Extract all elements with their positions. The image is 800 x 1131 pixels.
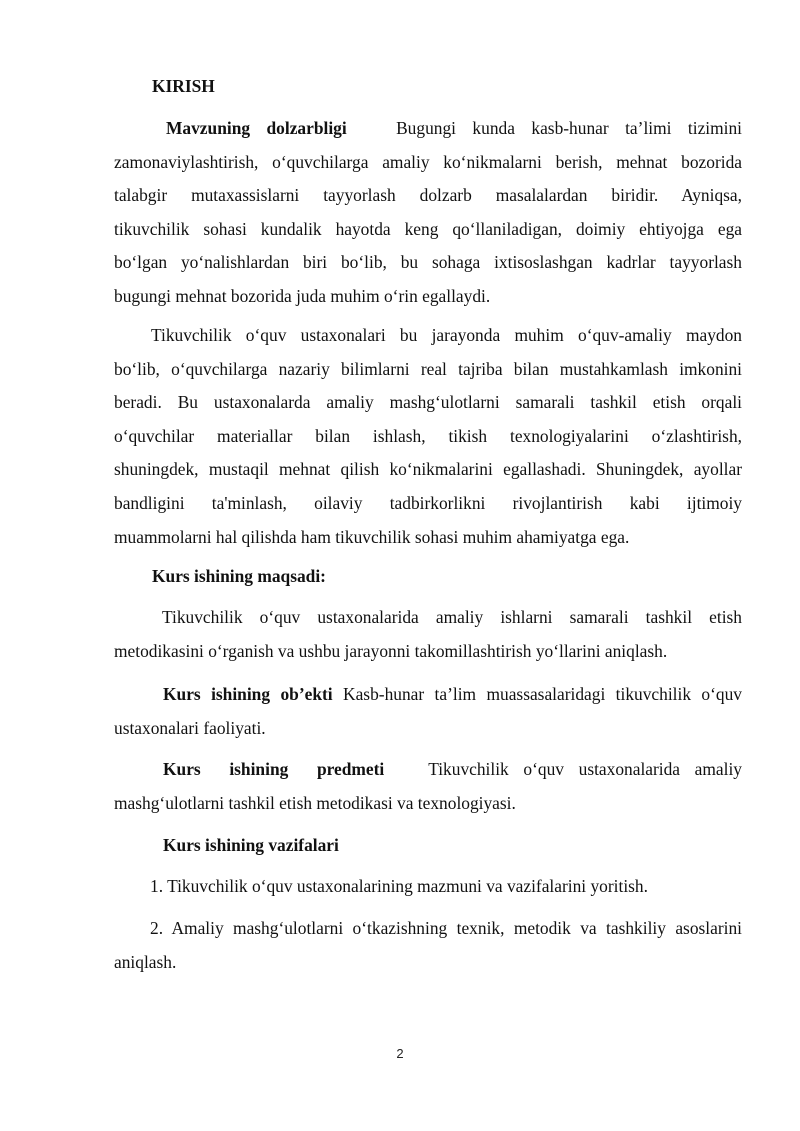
p2-line-4: o‘quvchilar materiallar bilan ishlash, tikish texnologiyalarini o‘zlashtirish, (114, 425, 742, 446)
predmet-lead: Kurs ishining predmeti (163, 759, 385, 779)
vazifalar-heading (163, 829, 563, 863)
obekt-line-1 (114, 678, 742, 712)
maqsad-line-2: metodikasini o‘rganish va ushbu jarayonni takomillashtirish yo‘llarini aniqlash. (114, 640, 668, 661)
p1-line-2: zamonaviylashtirish, o‘quvchilarga amaliy ko‘nikmalarni berish, mehnat bozorida (114, 151, 742, 172)
p1-line-3: talabgir mutaxassislarni tayyorlash dolzarb masalalardan biridir. Ayniqsa, (114, 185, 742, 206)
p2-line-2: bo‘lib, o‘quvchilarga nazariy bilimlarni real tajriba bilan mustahkamlash imkonini (114, 358, 742, 379)
page-number: 2 (396, 1046, 404, 1061)
p2-line-3: beradi. Bu ustaxonalarda amaliy mashg‘ulotlarni samarali tashkil etish orqali (114, 392, 742, 413)
p1-lead: Mavzuning dolzarbligi (166, 118, 347, 138)
maqsad-heading (152, 560, 552, 594)
vazifa-item-1-text: 1. Tikuvchilik o‘quv ustaxonalarining mazmuni va vazifalarini yoritish. (150, 876, 648, 896)
p2-line-5: shuningdek, mustaqil mehnat qilish ko‘nikmalarini egallashadi. Shuningdek, ayollar (114, 459, 742, 480)
vazifa-item-1 (150, 870, 750, 904)
p1-text: Bugungi kunda kasb-hunar ta’limi tizimini (396, 118, 743, 138)
p2-line-1: Tikuvchilik o‘quv ustaxonalari bu jarayonda muhim o‘quv-amaliy maydon (151, 325, 742, 345)
predmet-paragraph (114, 753, 742, 820)
predmet-line-2: mashg‘ulotlarni tashkil etish metodikasi va texnologiyasi. (114, 792, 516, 813)
p1-line-6: bugungi mehnat bozorida juda muhim o‘rin egallaydi. (114, 285, 491, 306)
p2-line-6: bandligini ta'minlash, oilaviy tadbirkorlikni rivojlantirish kabi ijtimoiy (114, 492, 742, 513)
vazifalar-heading-text: Kurs ishining vazifalari (163, 835, 339, 855)
page-heading (152, 70, 452, 104)
obekt-lead: Kurs ishining ob’ekti (163, 684, 333, 704)
obekt-text: Kasb-hunar ta’lim muassasalaridagi tikuvchilik o‘quv (343, 684, 742, 704)
vazifa-item-2 (114, 912, 742, 979)
p2-line-7: muammolarni hal qilishda ham tikuvchilik sohasi muhim ahamiyatga ega. (114, 526, 630, 547)
predmet-line-1 (114, 753, 742, 787)
p1-line-1 (114, 112, 742, 146)
maqsad-heading-text: Kurs ishining maqsadi: (152, 566, 326, 586)
p1-line-4: tikuvchilik sohasi kundalik hayotda keng qo‘llaniladigan, doimiy ehtiyojga ega (114, 218, 742, 239)
predmet-text: Tikuvchilik o‘quv ustaxonalarida amaliy (428, 759, 742, 779)
paragraph-ustaxonalar (114, 319, 742, 554)
maqsad-paragraph (114, 601, 742, 668)
paragraph-dolzarblik (114, 112, 742, 314)
vazifa-item-2-line-1: 2. Amaliy mashg‘ulotlarni o‘tkazishning texnik, metodik va tashkiliy asoslarini (150, 918, 742, 938)
heading-text: KIRISH (152, 76, 215, 96)
obekt-line-2: ustaxonalari faoliyati. (114, 717, 266, 738)
obekt-paragraph (114, 678, 742, 745)
maqsad-line-1: Tikuvchilik o‘quv ustaxonalarida amaliy ishlarni samarali tashkil etish (162, 607, 742, 627)
vazifa-item-2-line-2: aniqlash. (114, 951, 177, 972)
p1-line-5: bo‘lgan yo‘nalishlardan biri bo‘lib, bu sohaga ixtisoslashgan kadrlar tayyorlash (114, 252, 742, 273)
